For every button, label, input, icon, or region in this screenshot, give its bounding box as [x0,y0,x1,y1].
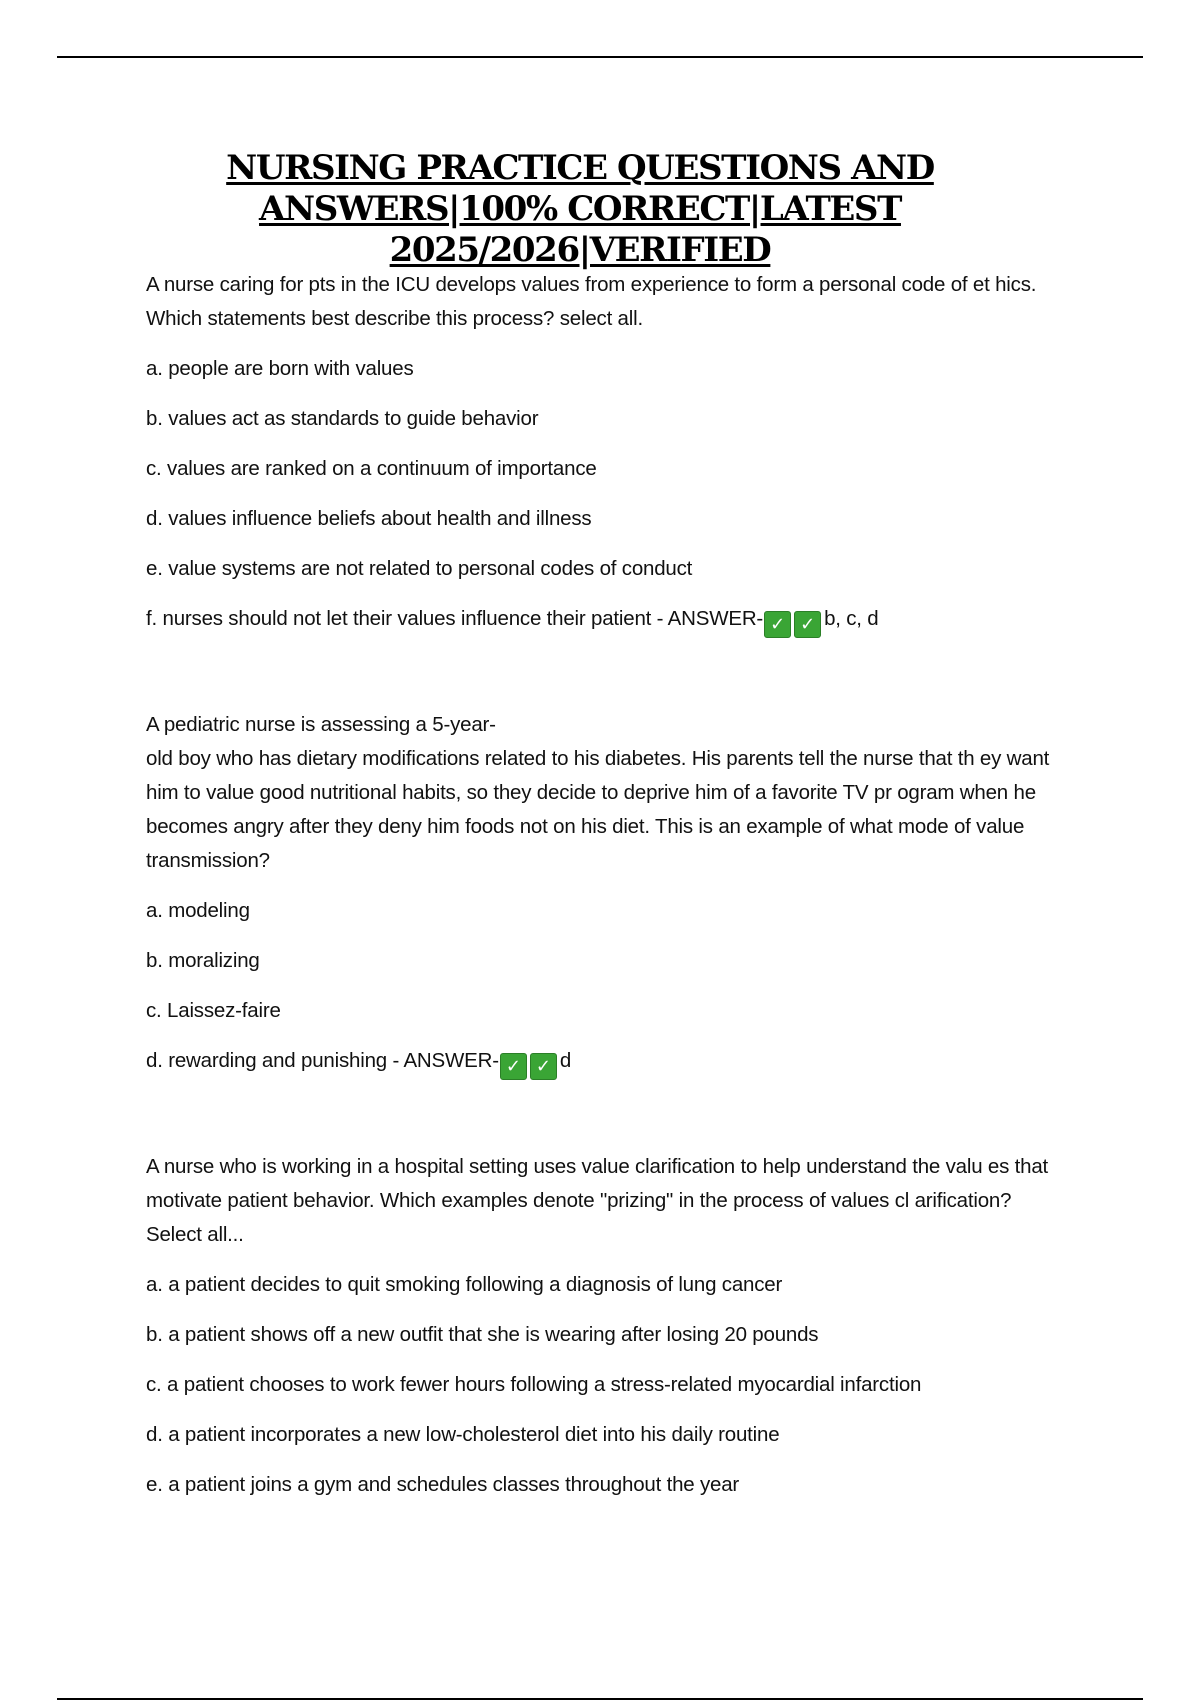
option-d: d. rewarding and punishing - ANSWER- [146,1049,499,1072]
question-stem-line-1: A pediatric nurse is assessing a 5-year- [146,713,496,736]
option-c: c. Laissez-faire [146,999,281,1022]
question-separator [146,1080,1066,1150]
option-b: b. a patient shows off a new outfit that she is wearing after losing 20 pounds [146,1323,819,1346]
question-3 [146,1150,1066,1502]
option-f-with-answer [146,602,1066,638]
option-e: e. a patient joins a gym and schedules classes throughout the year [146,1473,740,1496]
answer-value: d [559,1049,572,1072]
option-d: d. a patient incorporates a new low-cholesterol diet into his daily routine [146,1423,780,1446]
question-stem: A nurse who is working in a hospital setting uses value clarification to help understand the valu es that motivate patient behavior. Which examples denote "prizing" in the process of values cl arification? Select all... [146,1155,1049,1246]
question-stem [146,708,1066,878]
answer-value: b, c, d [824,607,879,630]
question-stem-rest: old boy who has dietary modifications related to his diabetes. His parents tell the nurse that th ey want him to value good nutritional habits, so they decide to deprive him of a favorite TV pr ogram when he becomes angry after they deny him foods not on his diet. This is an example of what mode of value transmission? [146,747,1050,872]
option-b: b. moralizing [146,949,260,972]
option-b: b. values act as standards to guide behavior [146,407,539,430]
check-mark-icon: ✓ [500,1053,527,1080]
option-e: e. value systems are not related to personal codes of conduct [146,557,693,580]
top-rule [57,56,1143,58]
question-separator [146,638,1066,708]
check-mark-icon: ✓ [530,1053,557,1080]
title-line-2: ANSWERS|100% CORRECT|LATEST [259,189,901,229]
questions [146,268,1066,1502]
option-d: d. values influence beliefs about health and illness [146,507,592,530]
option-f: f. nurses should not let their values influence their patient - ANSWER- [146,607,764,630]
check-mark-icon: ✓ [794,611,821,638]
option-a: a. modeling [146,899,250,922]
option-a: a. people are born with values [146,357,414,380]
check-mark-icon: ✓ [764,611,791,638]
title-line-1: NURSING PRACTICE QUESTIONS AND [226,148,934,188]
title-line-3: 2025/2026|VERIFIED [389,230,771,270]
document-title [100,148,1060,271]
option-d-with-answer [146,1044,1066,1080]
question-1 [146,268,1066,638]
question-stem: A nurse caring for pts in the ICU develops values from experience to form a personal code of et hics. Which statements best describe this process? select all. [146,273,1037,330]
option-c: c. values are ranked on a continuum of importance [146,457,597,480]
option-a: a. a patient decides to quit smoking following a diagnosis of lung cancer [146,1273,783,1296]
question-2 [146,708,1066,1080]
option-c: c. a patient chooses to work fewer hours following a stress-related myocardial infarction [146,1373,922,1396]
